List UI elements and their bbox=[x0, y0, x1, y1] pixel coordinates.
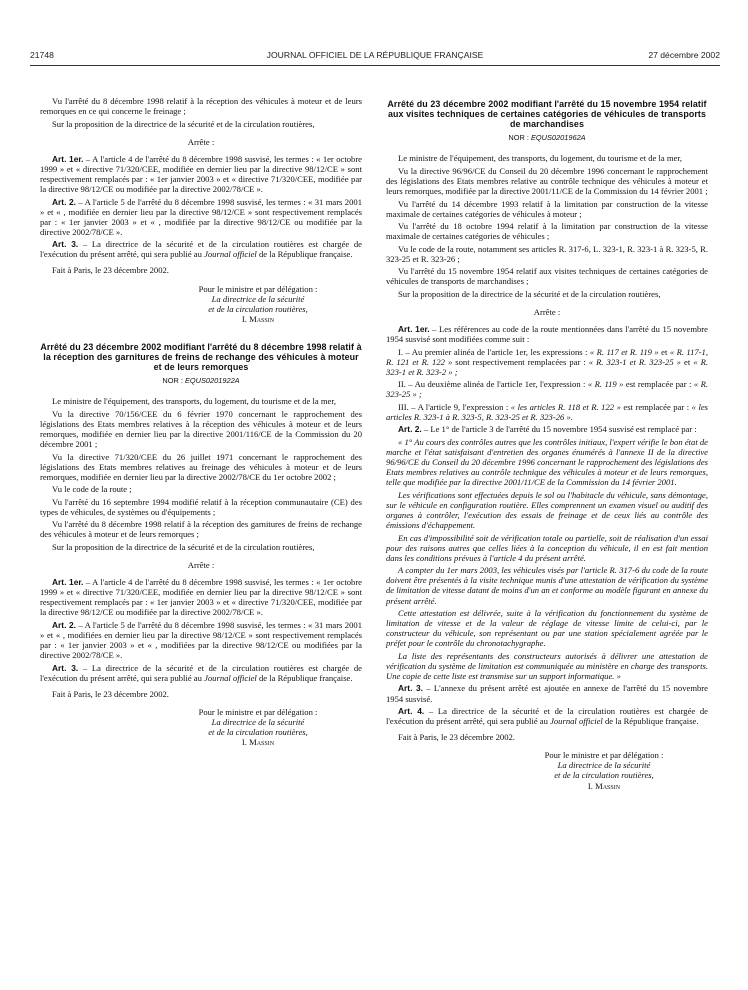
article-1 bbox=[386, 324, 708, 344]
journal-name: Journal officiel bbox=[204, 249, 257, 260]
item-ii: II. – Au deuxième alinéa de l'article 1er, l'expression : « R. 119 » est remplacée par : « R. 323-25 » ; bbox=[386, 379, 708, 400]
decree-title: Arrêté du 23 décembre 2002 modifiant l'arrêté du 15 novembre 1954 relatif aux visites techniques de certaines catégories de véhicules de transports de marchandises bbox=[387, 99, 707, 130]
article-text: – A l'article 4 de l'arrêté du 8 décembre 1998 susvisé, les termes : « 1er octobre 1999 » et « directive 71/320/CEE, modifiée en dernier lieu par la directive 98/12/CE » sont respectivement remplacés par : « 1er janvier 2003 » et « directive 71/320/CEE, modifiée par la directive 98/12/CE ou modifiée par la directive 2002/78/CE ». bbox=[40, 153, 362, 195]
article-label: Art. 2. bbox=[398, 424, 422, 435]
article-4 bbox=[386, 706, 708, 726]
article-text: – La directrice de la sécurité et de la circulation routières est chargée de l'exécution du présent arrêté, qui sera publié au bbox=[40, 239, 362, 260]
article-label: Art. 1er. bbox=[398, 324, 430, 335]
article-text: – La directrice de la sécurité et de la circulation routières est chargée de l'exécution du présent arrêté, qui sera publié au bbox=[40, 662, 362, 683]
done-at: Fait à Paris, le 23 décembre 2002. bbox=[398, 732, 515, 743]
article-text: – L'annexe du présent arrêté est ajoutée en annexe de l'arrêté du 15 novembre 1954 susvisé. bbox=[386, 683, 708, 704]
journal-title: JOURNAL OFFICIEL DE LA RÉPUBLIQUE FRANÇAISE bbox=[266, 50, 484, 60]
nor-reference: NOR : EQUS0201922A bbox=[162, 376, 240, 386]
article-text: – Le 1° de l'article 3 de l'arrêté du 15 novembre 1954 susvisé est remplacé par : bbox=[421, 424, 697, 435]
article-3 bbox=[40, 239, 362, 259]
paragraph: Sur la proposition de la directrice de la sécurité et de la circulation routières, bbox=[52, 541, 315, 552]
page-number: 21748 bbox=[30, 50, 54, 60]
paragraph: Vu l'arrêté du 16 septembre 1994 modifié relatif à la réception communautaire (CE) des types de véhicules, de systèmes ou d'équipements ; bbox=[40, 496, 362, 517]
quoted-paragraph: Les vérifications sont effectuées depuis le sol ou l'habitacle du véhicule, sans démontage, sur le véhicule en configuration routière. Elles comprennent un examen visuel ou auditif des organes à contrôler, l'exécution des essais de freinage et de ceux liés au contrôle des émissions d'échappement. bbox=[386, 489, 708, 531]
article-label: Art. 4. bbox=[398, 706, 425, 716]
article-3 bbox=[40, 663, 362, 683]
article-text: de la République française. bbox=[256, 672, 353, 683]
decree-end-section bbox=[40, 96, 362, 324]
paragraph: Sur la proposition de la directrice de la sécurité et de la circulation routières, bbox=[52, 118, 315, 129]
decree-title: Arrêté du 23 décembre 2002 modifiant l'arrêté du 8 décembre 1998 relatif à la réception des garnitures de freins de rechange des véhicules à moteur et de leurs remorques bbox=[40, 341, 362, 373]
signature-line: Pour le ministre et par délégation : bbox=[198, 706, 318, 717]
paragraph: Sur la proposition de la directrice de la sécurité et de la circulation routières, bbox=[398, 288, 661, 299]
paragraph: Vu la directive 71/320/CEE du 26 juillet 1971 concernant le rapprochement des législations des Etats membres relatives au freinage des véhicules à moteur et de leurs remorques, modifiée en dernier lieu par la directive 2002/78/CE du 1er octobre 2002 ; bbox=[40, 451, 362, 482]
signature-block bbox=[386, 750, 708, 790]
signature-line: et de la circulation routières, bbox=[208, 727, 308, 738]
article-label: Art. 3. bbox=[52, 239, 79, 250]
signature-line: Pour le ministre et par délégation : bbox=[544, 750, 664, 761]
signature-line: et de la circulation routières, bbox=[208, 303, 308, 314]
quoted-paragraph: A compter du 1er mars 2003, les véhicules visés par l'article R. 317-6 du code de la route doivent être présentés à la visite technique munis d'une attestation de vérification du système de limitation de vitesse datant de moins d'un an et conforme au modèle figurant en annexe du présent arrêté. bbox=[386, 565, 708, 606]
header-rule bbox=[30, 65, 720, 66]
article-label: Art. 1er. bbox=[52, 577, 84, 588]
article-text: de la République française. bbox=[256, 249, 353, 260]
arrete-heading: Arrête : bbox=[187, 559, 215, 570]
item-iii: III. – A l'article 9, l'expression : « les articles R. 118 et R. 122 » est remplacée par : « les articles R. 323-1 à R. 323-5, R. 323-25 et R. 323-26 ». bbox=[386, 401, 708, 422]
paragraph: Vu l'arrêté du 15 novembre 1954 relatif aux visites techniques de certaines catégories de véhicules de transports de marchandises ; bbox=[386, 266, 708, 287]
page-header bbox=[30, 50, 720, 64]
signature-line: La directrice de la sécurité bbox=[211, 716, 305, 727]
article-2 bbox=[386, 424, 708, 434]
paragraph: Vu l'arrêté du 8 décembre 1998 relatif à la réception des garnitures de freins de rechange des véhicules à moteur et de leurs remorques ; bbox=[40, 519, 362, 540]
decree-brake-linings bbox=[40, 342, 362, 747]
article-label: Art. 3. bbox=[52, 662, 79, 673]
quoted-paragraph: Cette attestation est délivrée, suite à la vérification du fonctionnement du système de limitation de vitesse et de la valeur de réglage de vitesse limite de celui-ci, par le constructeur du véhicule, son représentant ou par une station spécialement agréée par le préfet pour le contrôle du chronotachygraphe. bbox=[386, 607, 708, 649]
nor-reference: NOR : EQUS0201962A bbox=[508, 133, 586, 143]
signature-line: et de la circulation routières, bbox=[554, 770, 654, 781]
signature-block bbox=[40, 707, 362, 747]
paragraph: Vu le code de la route, notamment ses articles R. 317-6, L. 323-1, R. 323-1 à R. 323-5, R. 323-25 et R. 323-26 ; bbox=[386, 243, 708, 264]
arrete-heading: Arrête : bbox=[187, 136, 215, 147]
journal-name: Journal officiel bbox=[204, 672, 257, 683]
article-label: Art. 2. bbox=[52, 619, 76, 630]
quoted-paragraph: La liste des représentants des constructeurs autorisés à délivrer une attestation de vérification du système de limitation est communiquée au ministère en charge des transports. Une copie de cette liste est transmise sur un support informatique. » bbox=[386, 650, 708, 681]
paragraph: Le ministre de l'équipement, des transports, du logement, du tourisme et de la mer, bbox=[398, 153, 683, 164]
issue-date: 27 décembre 2002 bbox=[648, 50, 720, 60]
signatory-name: I. Massin bbox=[241, 313, 275, 324]
quoted-paragraph: « 1° Au cours des contrôles autres que les contrôles initiaux, l'expert vérifie le bon état de marche et l'état satisfaisant d'entretien des organes énumérés à l'annexe II de la directive 96/96/CE du Conseil du 20 décembre 1996 concernant le rapprochement des législations des Etats membres relatives au contrôle technique des véhicules à moteur et de leurs remorques, telle que modifiée par la directive 2001/11/CE de la Commission du 14 février 2001. bbox=[386, 436, 708, 488]
article-text: de la République française. bbox=[602, 716, 699, 727]
article-text: – Les références au code de la route mentionnées dans l'arrêté du 15 novembre 1954 susvisé sont modifiées comme suit : bbox=[386, 324, 708, 345]
article-text: – La directrice de la sécurité et de la circulation routières est chargée de l'exécution du présent arrêté, qui sera publié au bbox=[386, 706, 708, 727]
paragraph: Vu la directive 96/96/CE du Conseil du 20 décembre 1996 concernant le rapprochement des législations des Etats membres relative au contrôle technique des véhicules à moteur et leurs remorques, modifiée par la directive 2001/11/CE de la Commission du 14 février 2001 ; bbox=[386, 165, 708, 197]
done-at: Fait à Paris, le 23 décembre 2002. bbox=[52, 265, 169, 276]
paragraph: Vu l'arrêté du 8 décembre 1998 relatif à la réception des véhicules à moteur et de leurs remorques en ce qui concerne le freinage ; bbox=[40, 96, 362, 117]
article-text: – A l'article 5 de l'arrêté du 8 décembre 1998 susvisé, les termes : « 31 mars 2001 » et « , modifiées en dernier lieu par la directive 98/12/CE » sont respectivement remplacés par : « 1er janvier 2003 » et « , modifiées par la directive 98/12/CE ou modifiées par la directive 2002/78/CE ». bbox=[40, 619, 362, 661]
paragraph: Vu le code de la route ; bbox=[52, 484, 132, 495]
article-2 bbox=[40, 197, 362, 237]
paragraph: Vu l'arrêté du 18 octobre 1994 relatif à la limitation par construction de la vitesse maximale de certaines catégories de véhicules ; bbox=[386, 221, 708, 242]
article-label: Art. 1er. bbox=[52, 153, 84, 164]
article-text: – A l'article 5 de l'arrêté du 8 décembre 1998 susvisé, les termes : « 31 mars 2001 » et « , modifiée en dernier lieu par la directive 98/12/CE » sont respectivement remplacés par : « 1er janvier 2003 » et « , modifiée par la directive 98/12/CE ou modifiée par la directive 2002/78/CE ». bbox=[40, 196, 362, 237]
paragraph: Vu la directive 70/156/CEE du 6 février 1970 concernant le rapprochement des législations des Etats membres relatives à la réception des véhicules à moteur et de leurs remorques, modifiée en dernier lieu par la directive 2001/116/CE de la Commission du 20 décembre 2001 ; bbox=[40, 408, 362, 450]
quoted-paragraph: En cas d'impossibilité soit de vérification totale ou partielle, soit de réalisation d'un essai pour des raisons autres que celles liées à la conception du véhicule, il en est fait mention dans les conditions prévues à l'article 4 du présent arrêté. bbox=[386, 532, 708, 563]
right-column bbox=[386, 99, 708, 791]
signature-line: La directrice de la sécurité bbox=[211, 293, 305, 304]
article-1 bbox=[40, 154, 362, 194]
signature-block bbox=[40, 284, 362, 324]
paragraph: Le ministre de l'équipement, des transports, du logement, du tourisme et de la mer, bbox=[52, 396, 337, 407]
journal-name: Journal officiel bbox=[550, 716, 603, 727]
article-2 bbox=[40, 620, 362, 660]
article-text: – A l'article 4 de l'arrêté du 8 décembre 1998 susvisé, les termes : « 1er octobre 1999 » et « directive 71/320/CEE, modifiée en dernier lieu par la directive 98/12/CE » sont respectivement remplacés par : « 1er janvier 2003 » et « directive 71/320/CEE, modifiée par la directive 98/12/CE ou modifiée par la directive 2002/78/CE ». bbox=[40, 577, 362, 618]
article-label: Art. 3. bbox=[398, 683, 423, 694]
left-column bbox=[40, 96, 362, 747]
article-3 bbox=[386, 683, 708, 703]
paragraph: Vu l'arrêté du 14 décembre 1993 relatif à la limitation par construction de la vitesse maximale de certaines catégories de véhicules à moteur ; bbox=[386, 198, 708, 219]
article-1 bbox=[40, 577, 362, 617]
item-i: I. – Au premier alinéa de l'article 1er, les expressions : « R. 117 et R. 119 » et « R. 117-1, R. 121 et R. 122 » sont respectivement remplacées par : « R. 323-1 et R. 323-25 » et « R. 323-1 et R. 323-2 » ; bbox=[386, 346, 708, 377]
signature-line: Pour le ministre et par délégation : bbox=[198, 283, 318, 294]
article-label: Art. 2. bbox=[52, 196, 76, 207]
signature-line: La directrice de la sécurité bbox=[557, 760, 651, 771]
signatory-name: I. Massin bbox=[241, 737, 275, 748]
done-at: Fait à Paris, le 23 décembre 2002. bbox=[52, 688, 169, 699]
arrete-heading: Arrête : bbox=[533, 306, 561, 317]
signatory-name: I. Massin bbox=[587, 780, 621, 791]
